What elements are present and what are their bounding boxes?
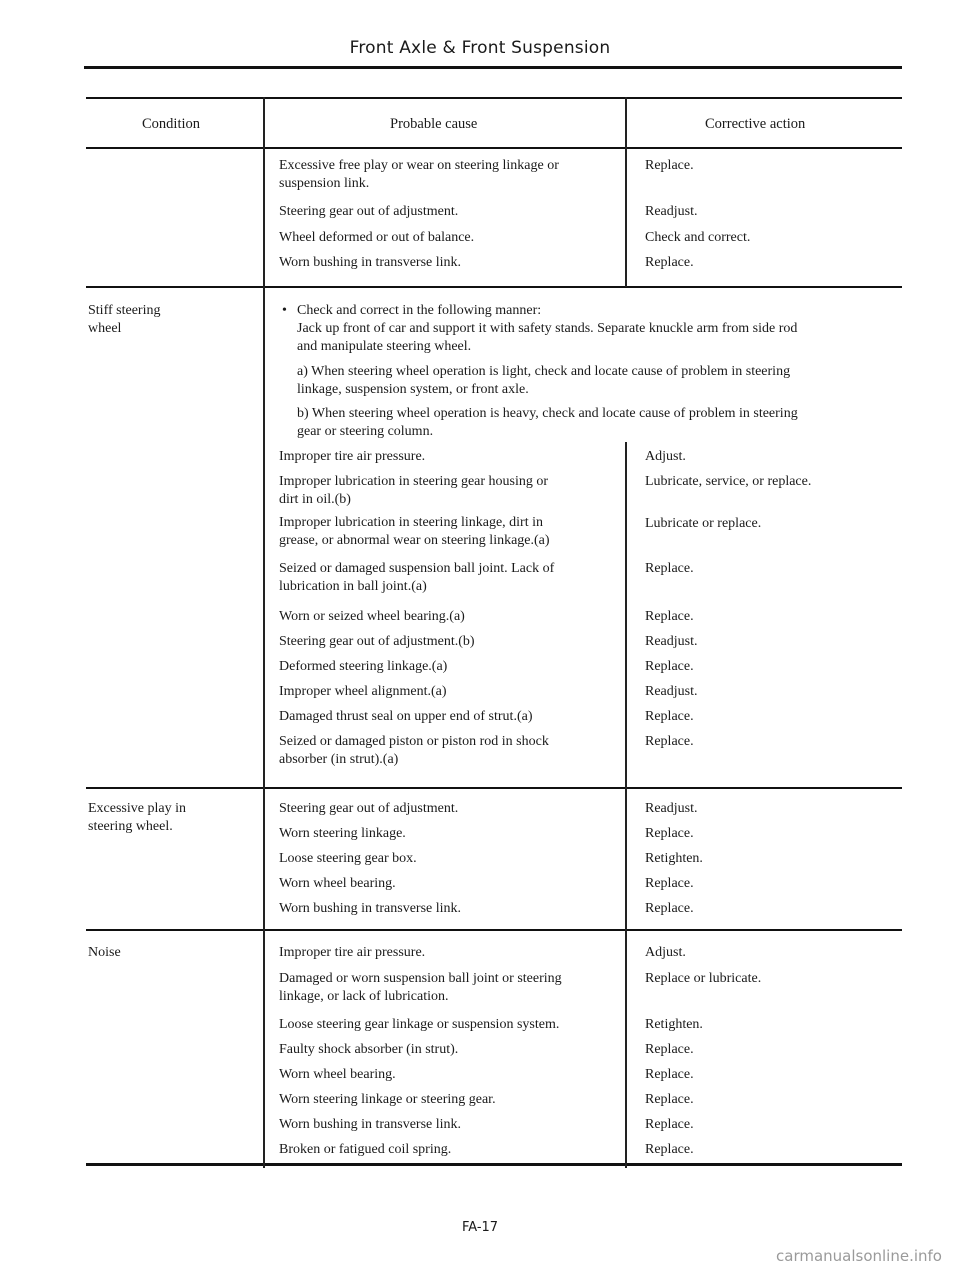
table-top-rule (86, 97, 902, 99)
action-text: Replace. (645, 1092, 694, 1107)
table-bottom-rule (86, 1163, 902, 1166)
condition-text: wheel (88, 321, 122, 336)
cause-text: lubrication in ball joint.(a) (279, 579, 427, 594)
note-text: gear or steering column. (297, 424, 434, 439)
condition-text: Excessive play in (88, 801, 186, 816)
title-rule (84, 66, 902, 69)
column-divider (625, 442, 627, 1168)
cause-text: Worn steering linkage or steering gear. (279, 1092, 496, 1107)
condition-text: Noise (88, 945, 121, 960)
action-text: Replace. (645, 255, 694, 270)
action-text: Lubricate, service, or replace. (645, 474, 812, 489)
cause-text: Broken or fatigued coil spring. (279, 1142, 452, 1157)
cause-text: Steering gear out of adjustment. (279, 204, 459, 219)
action-text: Replace. (645, 1142, 694, 1157)
page-title: Front Axle & Front Suspension (349, 38, 611, 58)
action-text: Replace. (645, 659, 694, 674)
cause-text: suspension link. (279, 176, 370, 191)
condition-text: Stiff steering (88, 303, 161, 318)
note-text: Check and correct in the following manner: (297, 303, 542, 318)
cause-text: Wheel deformed or out of balance. (279, 230, 475, 245)
note-text: Jack up front of car and support it with safety stands. Separate knuckle arm from side rod (297, 321, 798, 336)
cause-text: Loose steering gear linkage or suspension system. (279, 1017, 560, 1032)
action-text: Replace or lubricate. (645, 971, 762, 986)
action-text: Replace. (645, 561, 694, 576)
cause-text: Worn wheel bearing. (279, 1067, 396, 1082)
section-rule (86, 787, 902, 789)
action-text: Replace. (645, 826, 694, 841)
cause-text: Faulty shock absorber (in strut). (279, 1042, 459, 1057)
action-text: Replace. (645, 158, 694, 173)
cause-text: Damaged or worn suspension ball joint or steering (279, 971, 562, 986)
action-text: Replace. (645, 1117, 694, 1132)
cause-text: Worn wheel bearing. (279, 876, 396, 891)
note-text: b) When steering wheel operation is heavy, check and locate cause of problem in steering (297, 406, 798, 421)
header-rule (86, 147, 902, 149)
cause-text: Worn bushing in transverse link. (279, 255, 462, 270)
action-text: Adjust. (645, 945, 686, 960)
action-text: Check and correct. (645, 230, 751, 245)
note-text: and manipulate steering wheel. (297, 339, 472, 354)
action-text: Readjust. (645, 204, 698, 219)
action-text: Replace. (645, 901, 694, 916)
cause-text: Worn steering linkage. (279, 826, 406, 841)
cause-text: Improper lubrication in steering gear housing or (279, 474, 549, 489)
section-rule (86, 286, 902, 288)
cause-text: Improper tire air pressure. (279, 945, 426, 960)
action-text: Adjust. (645, 449, 686, 464)
column-divider (263, 97, 265, 1168)
action-text: Replace. (645, 709, 694, 724)
cause-text: Seized or damaged piston or piston rod in shock (279, 734, 549, 749)
action-text: Replace. (645, 609, 694, 624)
cause-text: grease, or abnormal wear on steering linkage.(a) (279, 533, 550, 548)
cause-text: Steering gear out of adjustment. (279, 801, 459, 816)
cause-text: Worn or seized wheel bearing.(a) (279, 609, 465, 624)
action-text: Replace. (645, 876, 694, 891)
cause-text: Worn bushing in transverse link. (279, 1117, 462, 1132)
cause-text: Worn bushing in transverse link. (279, 901, 462, 916)
header-probable-cause: Probable cause (390, 116, 478, 132)
action-text: Replace. (645, 734, 694, 749)
cause-text: dirt in oil.(b) (279, 492, 351, 507)
action-text: Replace. (645, 1042, 694, 1057)
cause-text: Improper wheel alignment.(a) (279, 684, 447, 699)
action-text: Readjust. (645, 634, 698, 649)
cause-text: Deformed steering linkage.(a) (279, 659, 448, 674)
cause-text: linkage, or lack of lubrication. (279, 989, 449, 1004)
cause-text: Improper lubrication in steering linkage, dirt in (279, 515, 543, 530)
cause-text: Damaged thrust seal on upper end of strut.(a) (279, 709, 533, 724)
section-rule (86, 929, 902, 931)
note-bullet: • (282, 303, 287, 318)
cause-text: Seized or damaged suspension ball joint. Lack of (279, 561, 555, 576)
action-text: Readjust. (645, 801, 698, 816)
cause-text: Improper tire air pressure. (279, 449, 426, 464)
action-text: Retighten. (645, 1017, 703, 1032)
condition-text: steering wheel. (88, 819, 173, 834)
note-text: linkage, suspension system, or front axle. (297, 382, 529, 397)
watermark: carmanualsonline.info (776, 1247, 942, 1265)
cause-text: Steering gear out of adjustment.(b) (279, 634, 475, 649)
cause-text: absorber (in strut).(a) (279, 752, 399, 767)
note-text: a) When steering wheel operation is light, check and locate cause of problem in steering (297, 364, 791, 379)
cause-text: Excessive free play or wear on steering linkage or (279, 158, 559, 173)
action-text: Retighten. (645, 851, 703, 866)
header-corrective-action: Corrective action (705, 116, 806, 132)
cause-text: Loose steering gear box. (279, 851, 417, 866)
column-divider (625, 97, 627, 287)
action-text: Replace. (645, 1067, 694, 1082)
action-text: Readjust. (645, 684, 698, 699)
header-condition: Condition (142, 116, 201, 132)
page-number: FA-17 (461, 1220, 499, 1235)
action-text: Lubricate or replace. (645, 516, 762, 531)
